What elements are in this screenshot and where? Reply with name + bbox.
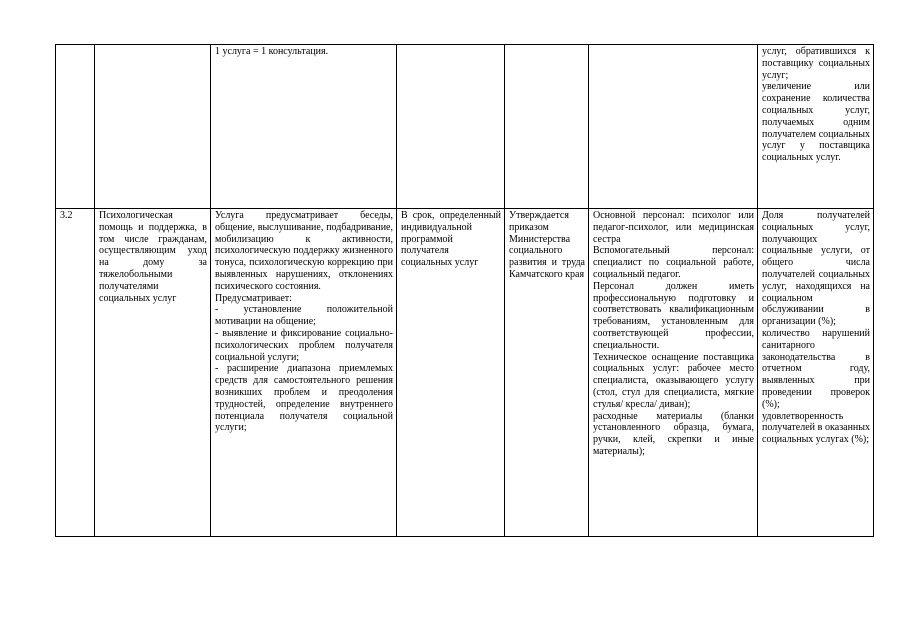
indicator-text: увеличение или сохранение количества социальных услуг, получаемых одним получателем социальных услуг у поставщика социальных услуг. [762, 81, 870, 164]
conditions-paragraph: Вспомогательный персонал: специалист по социальной работе, социальный педагог. [593, 245, 754, 280]
cell-description [211, 45, 397, 209]
description-paragraph: - расширение диапазона приемлемых средств для самостоятельного решения возникших проблем и преодоления трудностей, определение внутреннего потенциала получателя социальной услуги; [215, 363, 393, 434]
description-note: 1 услуга = 1 консультация. [215, 46, 329, 57]
cell-term-empty [397, 45, 505, 209]
indicator-text: услуг, обратившихся к поставщику социальных услуг; [762, 46, 870, 81]
table-row [56, 45, 874, 209]
conditions-paragraph: Основной персонал: психолог или педагог-психолог, или медицинская сестра [593, 210, 754, 245]
indicator-text: количество нарушений санитарного законодательства в отчетном году, выявленных при проведении проверок (%); [762, 327, 870, 410]
cell-conditions-empty [589, 45, 758, 209]
cell-service-name-empty [95, 45, 211, 209]
conditions-paragraph: расходные материалы (бланки установленного образца, бумага, ручки, клей, скрепки и иные материалы); [593, 410, 754, 457]
services-table [55, 44, 874, 537]
cell-indicators [758, 45, 874, 209]
cell-number-empty [56, 45, 95, 209]
cell-term [397, 209, 505, 537]
tariff-text: Утверждается приказом Министерства социального развития и труда Камчатского края [509, 210, 585, 280]
conditions-paragraph: Персонал должен иметь профессиональную подготовку и соответствовать квалификационным требованиям, установленным для соответствующей профессии, специальности. [593, 280, 754, 351]
indicator-text: удовлетворенность получателей в оказанных социальных услугах (%); [762, 410, 870, 446]
cell-number [56, 209, 95, 537]
conditions-paragraph: Техническое оснащение поставщика социальных услуг: рабочее место специалиста, оказывающего услугу (стол, стул для специалиста, мягкие стулья/ кресла/ диван); [593, 351, 754, 410]
cell-tariff-empty [505, 45, 589, 209]
cell-tariff [505, 209, 589, 537]
cell-service-name [95, 209, 211, 537]
cell-conditions [589, 209, 758, 537]
description-paragraph: - выявление и фиксирование социально-психологических проблем получателя социальной услуги; [215, 327, 393, 363]
indicator-text: Доля получателей социальных услуг, получающих социальные услуги, от общего числа получателей социальных услуг, находящихся на социальном обслуживании в организации (%); [762, 210, 870, 328]
table-row [56, 209, 874, 537]
cell-indicators [758, 209, 874, 537]
description-paragraph: - установление положительной мотивации на общение; [215, 304, 393, 328]
cell-description [211, 209, 397, 537]
term-text: В срок, определенный индивидуальной программой получателя социальных услуг [401, 210, 501, 269]
description-paragraph: Услуга предусматривает беседы, общение, выслушивание, подбадривание, мобилизацию к активности, психологическую поддержку жизненного тонуса, психологическую коррекцию при выявленных нарушениях, отклонениях психического состояния. [215, 210, 393, 292]
service-name: Психологическая помощь и поддержка, в том числе гражданам, осуществляющим уход на дому за тяжелобольными получателями социальных услуг [99, 210, 207, 304]
row-number: 3.2 [60, 210, 73, 221]
description-paragraph: Предусматривает: [215, 292, 292, 304]
